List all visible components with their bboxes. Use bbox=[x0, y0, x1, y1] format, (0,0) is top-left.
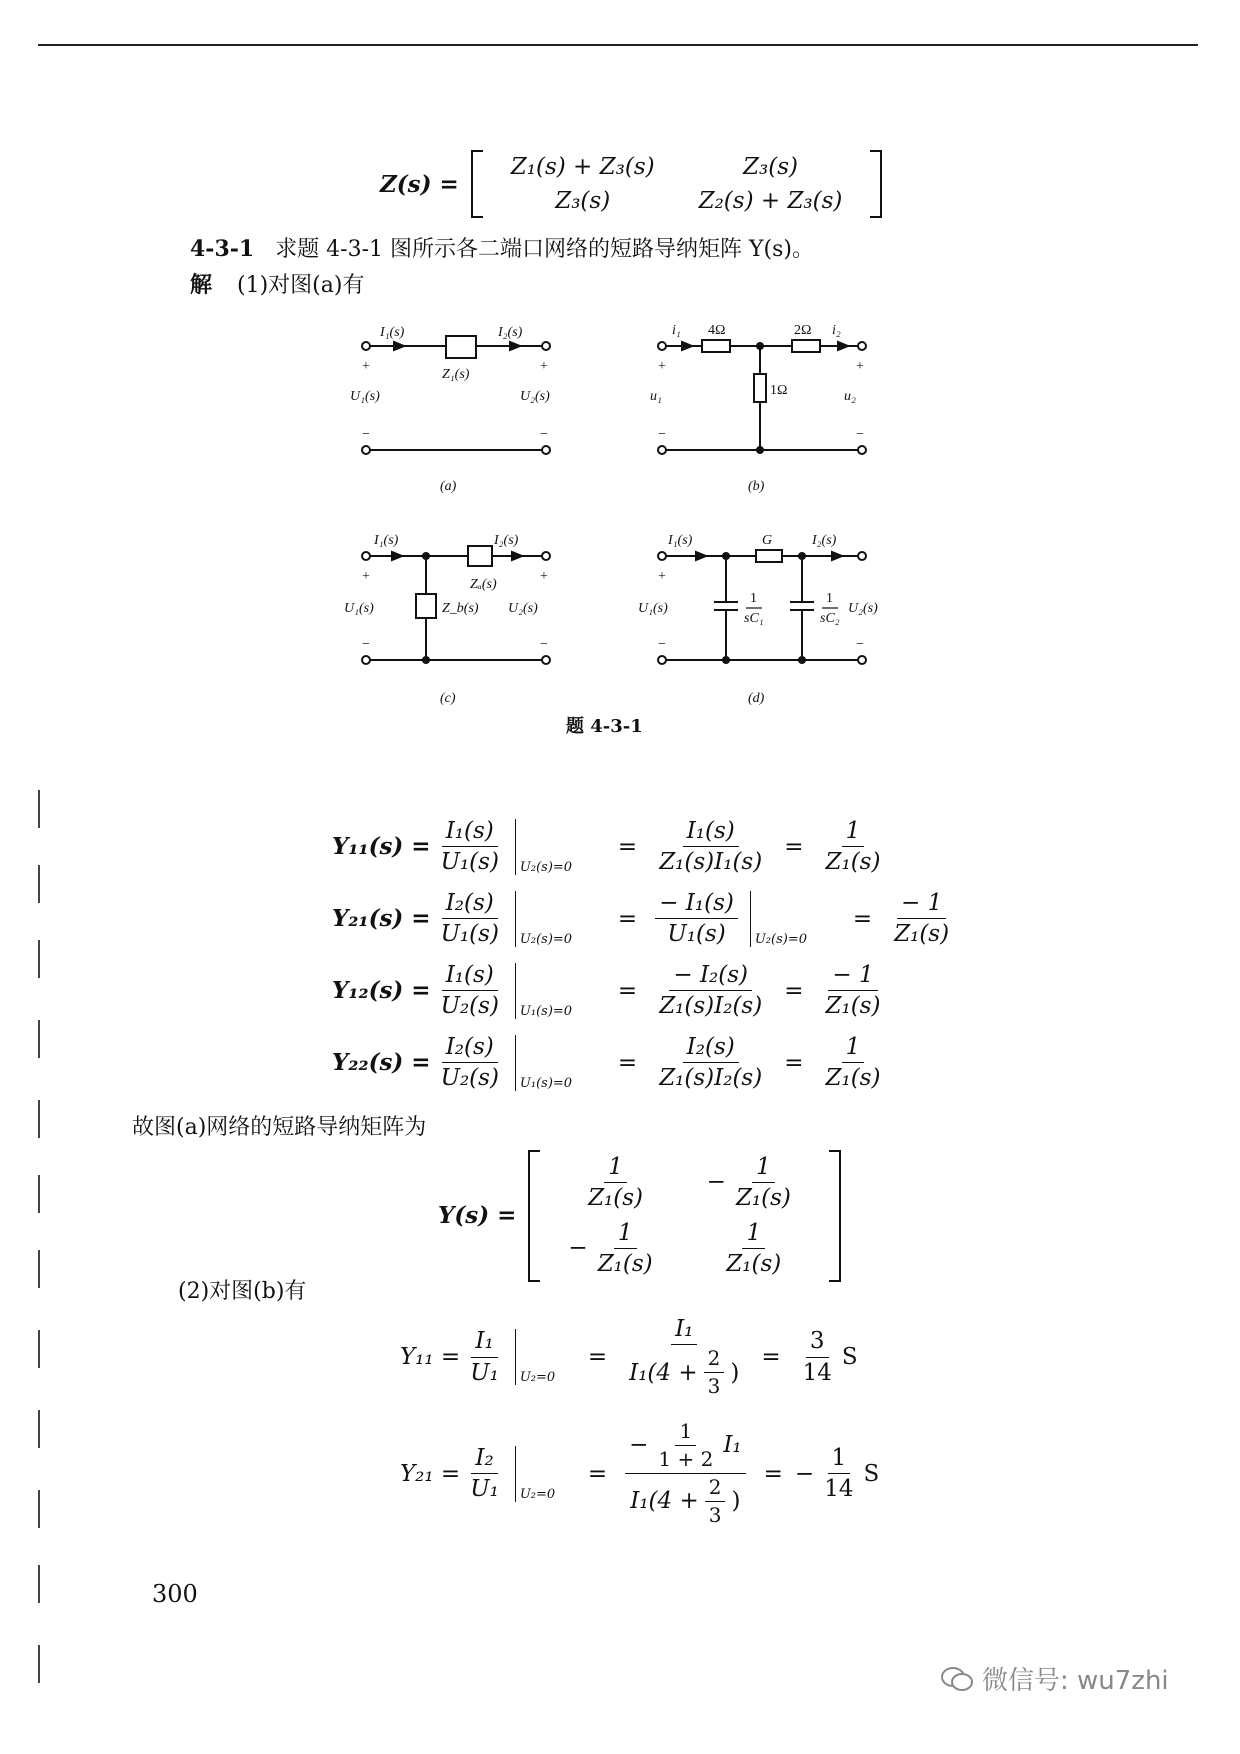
c-Za: Zₐ(s) bbox=[470, 577, 497, 592]
d-C2-num: 1 bbox=[826, 591, 833, 606]
frac-num-pre: − bbox=[629, 1432, 649, 1459]
d-minus-2: − bbox=[856, 637, 864, 652]
a-minus-1: − bbox=[362, 427, 370, 442]
d-I2: I₂(s) bbox=[812, 533, 837, 548]
frac-den: 1 + 2 bbox=[658, 1447, 714, 1471]
margin-mark bbox=[38, 1100, 40, 1138]
arrow-icon bbox=[682, 342, 692, 350]
c-plus-2: + bbox=[540, 569, 548, 584]
d-G: G bbox=[762, 533, 773, 548]
frac-num: I₁ bbox=[471, 1328, 497, 1357]
eq-y12: Y₁₂(s) = $\frac{\text{I₁(s)}}{\text{U₂(s)}}$ U₁(s)=0 = $\frac{\text{− I₂(s)}}{\text{Z₁(s)I₂(s)}}$ = $\frac{- 1}{\text{Z₁(s)}}$ bbox=[332, 962, 890, 1020]
margin-mark bbox=[38, 1330, 40, 1368]
margin-mark bbox=[38, 1410, 40, 1448]
a-plus-1: + bbox=[362, 359, 370, 374]
frac-num: 1 bbox=[675, 1420, 696, 1446]
frac-den: Z₁(s) bbox=[894, 921, 950, 948]
a-I1: I₁(s) bbox=[380, 325, 405, 340]
frac-den: Z₁(s)I₂(s) bbox=[659, 993, 763, 1020]
part2-intro: (2)对图(b)有 bbox=[178, 1279, 307, 1304]
frac-den-pre: I₁(4 + bbox=[630, 1488, 699, 1515]
frac-den: U₁(s) bbox=[667, 921, 726, 948]
margin-mark bbox=[38, 1020, 40, 1058]
frac-den: U₁(s) bbox=[440, 921, 499, 948]
eval-condition: U₂=0 bbox=[519, 1486, 556, 1502]
margin-mark bbox=[38, 1250, 40, 1288]
eval-condition: U₁(s)=0 bbox=[519, 1003, 573, 1019]
frac-den: Z₁(s) bbox=[825, 993, 881, 1020]
problem-number: 4-3-1 bbox=[190, 236, 255, 262]
eq-lhs: Y₂₂(s) = bbox=[332, 1049, 431, 1077]
frac-den: 3 bbox=[708, 1503, 722, 1527]
frac-num: 1 bbox=[842, 818, 865, 847]
c-I1: I₁(s) bbox=[374, 533, 399, 548]
page-number: 300 bbox=[152, 1580, 198, 1608]
frac-num: − I₁(s) bbox=[655, 890, 738, 919]
frac-num: I₁(s) bbox=[442, 962, 498, 991]
eq-lhs: Y₂₁(s) = bbox=[332, 905, 431, 933]
d-U1: U₁(s) bbox=[638, 601, 668, 616]
c-label: (c) bbox=[440, 691, 456, 706]
part1-intro: (1)对图(a)有 bbox=[237, 273, 365, 298]
b-u1: u₁ bbox=[650, 389, 662, 404]
margin-mark bbox=[38, 790, 40, 828]
b-minus-1: − bbox=[658, 427, 666, 442]
frac-den: 14 bbox=[802, 1359, 832, 1386]
arrow-icon bbox=[512, 552, 522, 560]
arrow-icon bbox=[832, 552, 842, 560]
c-Zb: Z_b(s) bbox=[442, 601, 479, 616]
c-minus-2: − bbox=[540, 637, 548, 652]
arrow-icon bbox=[394, 342, 404, 350]
y-matrix-equation bbox=[438, 1150, 841, 1282]
circuit-figure bbox=[330, 310, 910, 740]
frac-num-post: I₁ bbox=[723, 1432, 742, 1459]
problem-text: 求题 4-3-1 图所示各二端口网络的短路导纳矩阵 Y(s)。 bbox=[275, 237, 815, 262]
arrow-icon bbox=[838, 342, 848, 350]
y-r1c1-den: Z₁(s) bbox=[588, 1185, 644, 1212]
c-I2: I₂(s) bbox=[494, 533, 519, 548]
frac-den: 14 bbox=[824, 1476, 854, 1502]
b-plus-2: + bbox=[856, 359, 864, 374]
d-C1-num: 1 bbox=[750, 591, 757, 606]
frac-num: I₂ bbox=[471, 1445, 497, 1474]
frac-num: I₁ bbox=[671, 1316, 697, 1345]
d-C1-den: sC₁ bbox=[744, 611, 764, 626]
d-C2-den: sC₂ bbox=[820, 611, 840, 626]
problem-statement bbox=[190, 232, 814, 263]
solution-intro bbox=[190, 268, 364, 299]
d-label: (d) bbox=[748, 691, 765, 706]
eq-y22: Y₂₂(s) = $\frac{\text{I₂(s)}}{\text{U₂(s)}}$ U₁(s)=0 = $\frac{\text{I₂(s)}}{\text{Z₁(s)I₂(s)}}$ = $\frac{1}{\text{Z₁(s)}}$ bbox=[332, 1034, 890, 1092]
frac-den: Z₁(s) bbox=[825, 849, 881, 876]
y-r2c1-num: 1 bbox=[614, 1220, 637, 1249]
frac-num: I₂(s) bbox=[442, 1034, 498, 1063]
eq-lhs: Y₁₁ = bbox=[400, 1344, 461, 1371]
c-plus-1: + bbox=[362, 569, 370, 584]
frac-den: U₁ bbox=[470, 1476, 499, 1502]
circuit-d bbox=[638, 533, 878, 706]
z-r1c1: Z₁(s) + Z₃(s) bbox=[510, 154, 655, 180]
eq-y11: Y₁₁(s) = $\frac{\text{I₁(s)}}{\text{U₁(s)}}$ U₂(s)=0 = $\frac{\text{I₁(s)}}{\text{Z₁(s)I₁(s)}}$ = $\frac{1}{\text{Z₁(s)}}$ bbox=[332, 818, 890, 876]
solution-label: 解 bbox=[190, 272, 213, 298]
frac-den: Z₁(s)I₂(s) bbox=[659, 1065, 763, 1092]
eq-lhs: Y₁₂(s) = bbox=[332, 977, 431, 1005]
eq-lhs: Y₂₁ = bbox=[400, 1460, 461, 1487]
impedance-z1 bbox=[446, 336, 476, 358]
y-r1c2-sign: − bbox=[706, 1168, 726, 1195]
circuit-b bbox=[650, 323, 866, 494]
eq-b-y21: Y₂₁ = $\frac{\text{I₂}}{\text{U₁}}$ U₂=0 = − $\frac{1}{1 + 2}$ I₁ I₁(4 + $\frac{2}{3}$ ) = − $\frac{1}{14}$ S bbox=[400, 1419, 880, 1527]
arrow-icon bbox=[392, 552, 402, 560]
b-label: (b) bbox=[748, 479, 765, 494]
eq-b-y11: Y₁₁ = $\frac{\text{I₁}}{\text{U₁}}$ U₂=0 = I₁ I₁(4 + $\frac{2}{3}$ ) = $\frac{3}{14}$ S bbox=[400, 1316, 858, 1399]
margin-mark bbox=[38, 1645, 40, 1683]
resistor-1 bbox=[754, 374, 766, 402]
z-matrix bbox=[471, 150, 883, 218]
frac-num: 2 bbox=[705, 1476, 726, 1502]
eq-y21: Y₂₁(s) = $\frac{\text{I₂(s)}}{\text{U₁(s)}}$ U₂(s)=0 = $\frac{\text{− I₁(s)}}{\text{U₁(s)}}$ U₂(s)=0 = $\frac{- 1}{\text{Z₁(s)}}$ bbox=[332, 890, 959, 948]
eval-condition: U₂(s)=0 bbox=[519, 931, 573, 947]
d-U2: U₂(s) bbox=[848, 601, 878, 616]
d-I1: I₁(s) bbox=[668, 533, 693, 548]
wechat-icon bbox=[940, 1665, 974, 1693]
frac-num: I₁(s) bbox=[442, 818, 498, 847]
frac-den: U₁(s) bbox=[440, 849, 499, 876]
d-plus-1: + bbox=[658, 569, 666, 584]
y-matrix bbox=[528, 1150, 840, 1282]
frac-num: − I₂(s) bbox=[669, 962, 752, 991]
frac-den-post: ) bbox=[731, 1488, 741, 1515]
a-I2: I₂(s) bbox=[498, 325, 523, 340]
y-r1c2-den: Z₁(s) bbox=[735, 1185, 791, 1212]
frac-den: U₂(s) bbox=[440, 993, 499, 1020]
frac-den-pre: I₁(4 + bbox=[629, 1359, 698, 1386]
b-plus-1: + bbox=[658, 359, 666, 374]
d-minus-1: − bbox=[658, 637, 666, 652]
result-sign: − bbox=[794, 1460, 815, 1487]
a-U2: U₂(s) bbox=[520, 389, 550, 404]
frac-num: 3 bbox=[806, 1328, 829, 1357]
y-r1c1-num: 1 bbox=[604, 1154, 627, 1183]
a-U1: U₁(s) bbox=[350, 389, 380, 404]
frac-den: Z₁(s)I₁(s) bbox=[659, 849, 763, 876]
frac-den-post: ) bbox=[730, 1359, 740, 1386]
impedance-za bbox=[468, 546, 492, 566]
eval-condition: U₂(s)=0 bbox=[754, 931, 807, 947]
b-R3: 1Ω bbox=[770, 383, 788, 398]
impedance-zb bbox=[416, 594, 436, 618]
frac-num: I₂(s) bbox=[683, 1034, 739, 1063]
z-matrix-lhs: Z(s) = bbox=[380, 170, 459, 198]
margin-mark bbox=[38, 1490, 40, 1528]
eval-condition: U₁(s)=0 bbox=[519, 1075, 573, 1091]
z-r2c1: Z₃(s) bbox=[555, 188, 611, 214]
z-r1c2: Z₃(s) bbox=[743, 154, 798, 180]
frac-num: I₁(s) bbox=[683, 818, 739, 847]
frac-den: Z₁(s) bbox=[825, 1065, 881, 1092]
z-matrix-equation bbox=[380, 150, 882, 218]
frac-den: U₁ bbox=[470, 1359, 499, 1386]
b-u2: u₂ bbox=[844, 389, 856, 404]
b-i1: i₁ bbox=[672, 323, 681, 338]
a-plus-2: + bbox=[540, 359, 548, 374]
circuit-a bbox=[350, 325, 550, 494]
unit: S bbox=[863, 1460, 880, 1487]
y-r1c2-num: 1 bbox=[752, 1154, 775, 1183]
frac-num: 2 bbox=[704, 1347, 725, 1373]
margin-mark bbox=[38, 865, 40, 903]
y-r2c2-den: Z₁(s) bbox=[726, 1251, 782, 1278]
y-r2c1-den: Z₁(s) bbox=[597, 1251, 653, 1278]
y-matrix-lhs: Y(s) = bbox=[438, 1202, 517, 1230]
resistor-4 bbox=[702, 340, 730, 352]
conductance-g bbox=[756, 550, 782, 562]
b-minus-2: − bbox=[856, 427, 864, 442]
z-r2c2: Z₂(s) + Z₃(s) bbox=[698, 188, 843, 214]
c-U1: U₁(s) bbox=[344, 601, 374, 616]
figure-caption: 题 4-3-1 bbox=[566, 716, 643, 737]
frac-num: 1 bbox=[828, 1445, 851, 1474]
y-r2c1-sign: − bbox=[568, 1234, 588, 1261]
frac-num: I₂(s) bbox=[442, 890, 498, 919]
resistor-2 bbox=[792, 340, 820, 352]
frac-num: − 1 bbox=[897, 890, 946, 919]
b-R1: 4Ω bbox=[708, 323, 726, 338]
a-Z1: Z₁(s) bbox=[442, 367, 470, 382]
watermark-text: 微信号: wu7zhi bbox=[982, 1666, 1169, 1696]
b-R2: 2Ω bbox=[794, 323, 812, 338]
b-i2: i₂ bbox=[832, 323, 841, 338]
margin-mark bbox=[38, 1175, 40, 1213]
c-U2: U₂(s) bbox=[508, 601, 538, 616]
c-minus-1: − bbox=[362, 637, 370, 652]
frac-den: U₂(s) bbox=[440, 1065, 499, 1092]
eval-condition: U₂=0 bbox=[519, 1370, 556, 1386]
frac-num: − 1 bbox=[828, 962, 877, 991]
margin-mark bbox=[38, 1565, 40, 1603]
watermark bbox=[940, 1660, 1169, 1697]
header-rule bbox=[38, 44, 1198, 46]
eval-condition: U₂(s)=0 bbox=[519, 859, 573, 875]
margin-mark bbox=[38, 940, 40, 978]
eq-lhs: Y₁₁(s) = bbox=[332, 833, 431, 861]
circuit-c bbox=[344, 533, 550, 706]
arrow-icon bbox=[696, 552, 706, 560]
frac-den: 3 bbox=[707, 1374, 721, 1399]
frac-num: 1 bbox=[842, 1034, 865, 1063]
y-r2c2-num: 1 bbox=[742, 1220, 765, 1249]
unit: S bbox=[841, 1344, 858, 1371]
arrow-icon bbox=[510, 342, 520, 350]
a-label: (a) bbox=[440, 479, 457, 494]
conclusion-a: 故图(a)网络的短路导纳矩阵为 bbox=[132, 1115, 427, 1140]
a-minus-2: − bbox=[540, 427, 548, 442]
